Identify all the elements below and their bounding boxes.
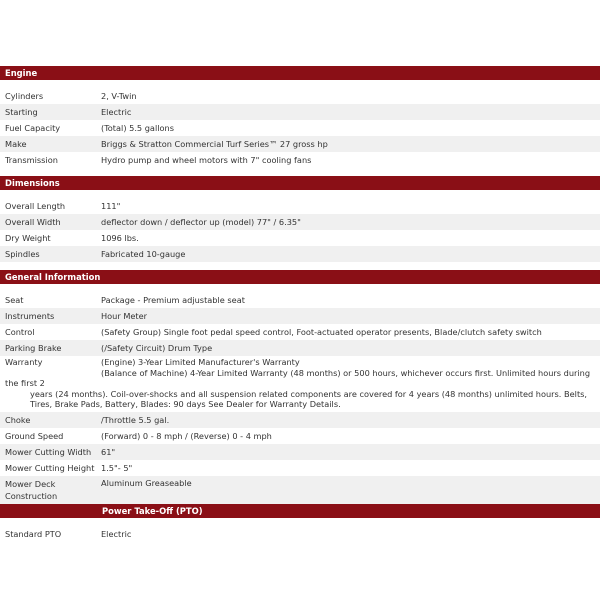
spec-row-choke	[0, 412, 600, 428]
spec-label: Overall Width	[5, 217, 61, 227]
spec-value: Briggs & Stratton Commercial Turf Series™ 27 gross hp	[101, 139, 328, 149]
spec-row-standard-pto	[0, 526, 600, 542]
spec-value: (/Safety Circuit) Drum Type	[101, 343, 213, 353]
spec-value: deflector down / deflector up (model) 77" / 6.35"	[101, 217, 301, 227]
spec-value: 2, V-Twin	[101, 91, 137, 101]
spec-row-starting	[0, 104, 600, 120]
spec-row-control	[0, 324, 600, 340]
spec-value: Electric	[101, 528, 132, 539]
spec-label: Ground Speed	[5, 430, 64, 441]
spec-row-dry-weight	[0, 230, 600, 246]
spec-label: Transmission	[5, 155, 58, 165]
spec-value: 1096 lbs.	[101, 233, 139, 243]
spec-label: Make	[5, 139, 27, 149]
spec-row-cylinders	[0, 88, 600, 104]
spec-row-fuel-capacity	[0, 120, 600, 136]
spec-value: /Throttle 5.5 gal.	[101, 414, 170, 425]
spec-value: Electric	[101, 107, 132, 117]
spec-value: Hydro pump and wheel motors with 7" cooling fans	[101, 155, 312, 165]
spec-label: Standard PTO	[5, 528, 62, 539]
spec-label: Parking Brake	[5, 343, 62, 353]
spec-row-ground-speed	[0, 428, 600, 444]
spec-label: Starting	[5, 107, 38, 117]
spec-label: Mower Cutting Height	[5, 462, 95, 473]
spec-label: Control	[5, 327, 35, 337]
spec-value: 111"	[101, 201, 121, 211]
spec-label: Choke	[5, 414, 31, 425]
spec-row-make	[0, 136, 600, 152]
spec-value: 61"	[101, 446, 116, 457]
spec-label: Warranty	[5, 357, 43, 367]
spec-row-mower-cutting-height	[0, 460, 600, 476]
spec-label: Dry Weight	[5, 233, 51, 243]
spec-value: (Total) 5.5 gallons	[101, 123, 174, 133]
section-header-general-information: General Information	[0, 270, 600, 284]
spec-row-spindles	[0, 246, 600, 262]
spec-label: Mower Deck Construction	[5, 478, 58, 501]
spec-value: Package - Premium adjustable seat	[101, 295, 245, 305]
spec-table	[0, 66, 600, 542]
spec-value: (Forward) 0 - 8 mph / (Reverse) 0 - 4 mph	[101, 430, 272, 441]
warranty-machine-text: (Balance of Machine) 4-Year Limited Warranty (48 months) or 500 hours, whichever occurs first. Unlimited hours during the first 2	[5, 367, 591, 388]
spec-value: Hour Meter	[101, 311, 148, 321]
spec-label: Seat	[5, 295, 24, 305]
spec-row-overall-length	[0, 198, 600, 214]
spec-label: Fuel Capacity	[5, 123, 61, 133]
spec-row-transmission	[0, 152, 600, 168]
warranty-continued-text: years (24 months). Coil-over-shocks and all suspension related components are covered for 4 years (48 months) unlimited hours. Belts, Tires, Brake Pads, Battery, Blades: 90 days See Dealer for Warranty Details.	[30, 388, 588, 409]
spec-label: Mower Cutting Width	[5, 446, 92, 457]
spec-value: Fabricated 10-gauge	[101, 249, 186, 259]
spec-label: Cylinders	[5, 91, 44, 101]
spec-row-mower-cutting-width	[0, 444, 600, 460]
section-header-pto: Power Take-Off (PTO)	[0, 504, 600, 518]
section-header-engine: Engine	[0, 66, 600, 80]
spec-value: (Safety Group) Single foot pedal speed control, Foot-actuated operator presents, Blade/clutch safety switch	[101, 327, 542, 337]
spec-row-mower-deck-construction	[0, 476, 600, 504]
warranty-engine-text: (Engine) 3-Year Limited Manufacturer's Warranty	[101, 357, 300, 367]
spec-row-instruments	[0, 308, 600, 324]
spec-value: 1.5"- 5"	[101, 462, 133, 473]
spec-row-warranty	[0, 356, 600, 412]
spec-value: Aluminum Greaseable	[101, 477, 192, 488]
spec-label: Instruments	[5, 311, 55, 321]
spec-row-overall-width	[0, 214, 600, 230]
section-header-dimensions: Dimensions	[0, 176, 600, 190]
spec-row-seat	[0, 292, 600, 308]
spec-label: Overall Length	[5, 201, 66, 211]
spec-row-parking-brake	[0, 340, 600, 356]
spec-label: Spindles	[5, 249, 40, 259]
